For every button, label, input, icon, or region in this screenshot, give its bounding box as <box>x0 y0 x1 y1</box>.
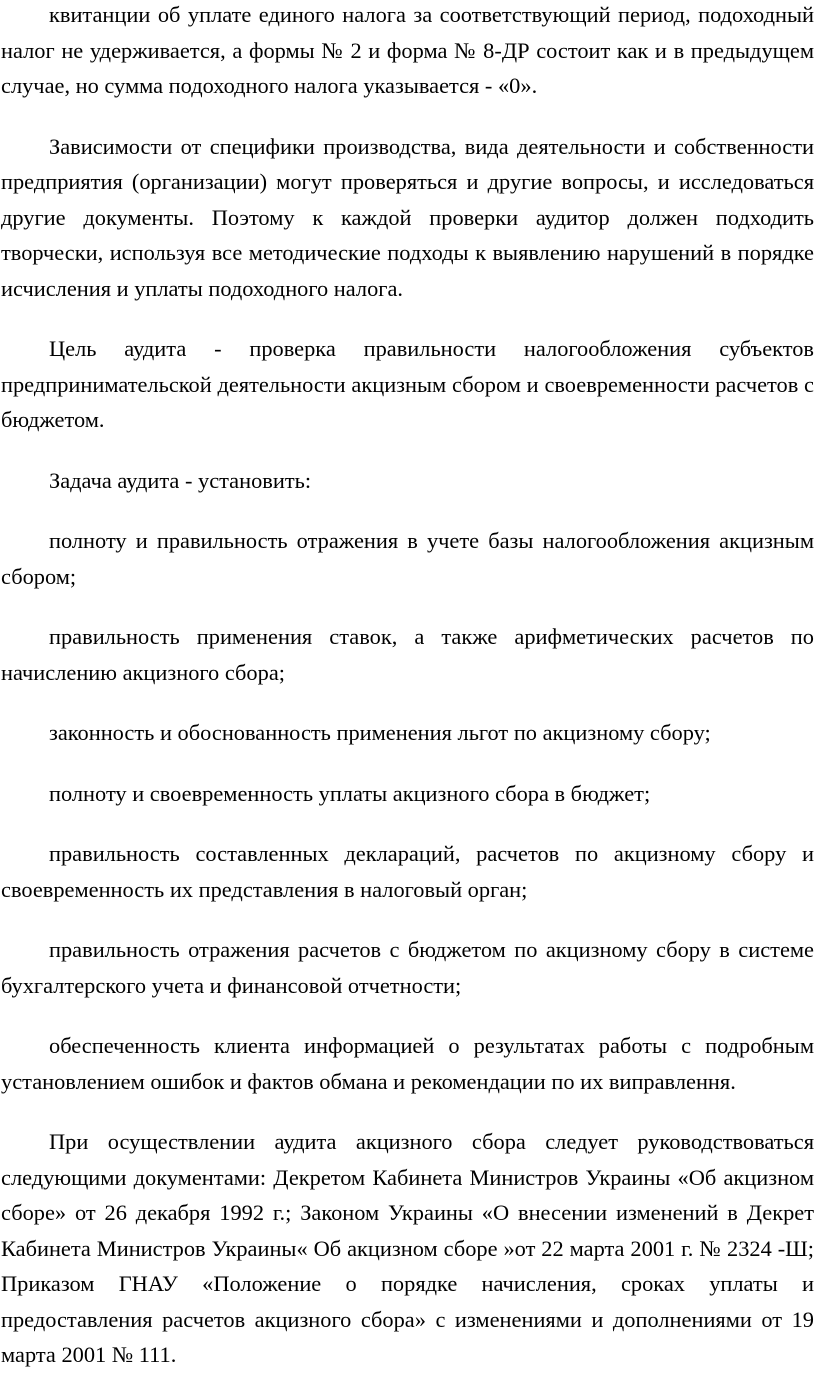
paragraph-audit-goal: Цель аудита - проверка правильности налогообложения субъектов предпринимательской деятельности акцизным сбором и своевременности расчетов с бюджетом. <box>1 336 814 432</box>
list-item-benefits: законность и обоснованность применения льгот по акцизному сбору; <box>49 720 711 745</box>
list-item-accounting: правильность отражения расчетов с бюджетом по акцизному сбору в системе бухгалтерского учета и финансовой отчетности; <box>1 937 814 998</box>
list-item-client-info: обеспеченность клиента информацией о результатах работы с подробным установлением ошибок и фактов обмана и рекомендации по их виправлення. <box>1 1033 814 1094</box>
paragraph-audit-task-intro: Задача аудита - установить: <box>49 467 312 493</box>
paragraph-regulatory-documents: При осуществлении аудита акцизного сбора следует руководствоваться следующими документами: Декретом Кабинета Министров Украины «Об акцизном сборе» от 26 декабря 1992 г.; Законом Украины «О внесении изменений в Декрет Кабинета Министров Украины« Об акцизном сборе »от 22 марта 2001 г. № 2324 -Ш; Приказом ГНАУ «Положение о порядке начисления, сроках уплаты и предоставления расчетов акцизного сбора» с изменениями и дополнениями от 19 марта 2001 № 111. <box>1 1129 814 1367</box>
list-item-payment: полноту и своевременность уплаты акцизного сбора в бюджет; <box>49 780 651 806</box>
list-item-declarations: правильность составленных деклараций, расчетов по акцизному сбору и своевременность их представления в налоговый орган; <box>1 841 814 902</box>
list-item-tax-base: полноту и правильность отражения в учете базы налогообложения акцизным сбором; <box>1 528 814 589</box>
list-item-rates: правильность применения ставок, а также арифметических расчетов по начислению акцизного сбора; <box>1 624 814 685</box>
paragraph-tax-receipts: квитанции об уплате единого налога за соответствующий период, подоходный налог не удерживается, а формы № 2 и форма № 8-ДР состоит как и в предыдущем случае, но сумма подоходного налога указывается - «0». <box>1 2 814 98</box>
paragraph-production-specifics: Зависимости от специфики производства, вида деятельности и собственности предприятия (организации) могут проверяться и другие вопросы, и исследоваться другие документы. Поэтому к каждой проверки аудитор должен подходить творчески, используя все методические подходы к выявлению нарушений в порядке исчисления и уплаты подоходного налога. <box>1 133 814 301</box>
